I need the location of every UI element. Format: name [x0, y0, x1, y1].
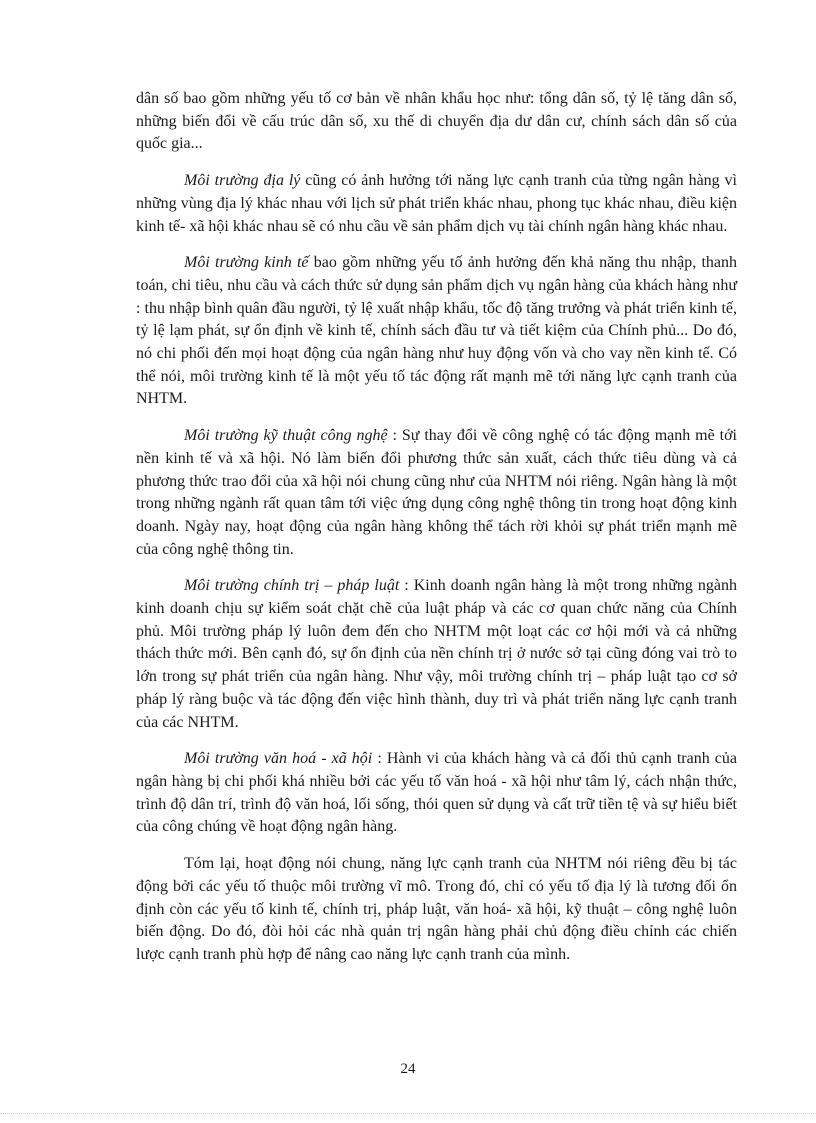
paragraph-text: bao gồm những yếu tố ảnh hưởng đến khả năng thu nhập, thanh toán, chi tiêu, nhu cầu và cách thức sử dụng sản phẩm dịch vụ ngân hàng của khách hàng như : thu nhập bình quân đầu người, tỷ lệ xuất nhập khẩu, tốc độ tăng trưởng và phát triển kinh tế, tỷ lệ lạm phát, sự ổn định về kinh tế, chính sách đầu tư và tiết kiệm của Chính phủ... Do đó, nó chi phối đến mọi hoạt động của ngân hàng như huy động vốn và cho vay nền kinh tế. Có thể nói, môi trường kinh tế là một yếu tố tác động rất mạnh mẽ tới năng lực cạnh tranh của NHTM. [136, 254, 737, 408]
paragraph-text: dân số bao gồm những yếu tố cơ bản về nhân khẩu học như: tổng dân số, tỷ lệ tăng dân số, những biến đổi về cấu trúc dân số, xu thế di chuyển địa dư dân cư, chính sách dân số của quốc gia... [136, 90, 737, 153]
document-page [136, 88, 737, 981]
paragraph-text: cũng có ảnh hưởng tới năng lực cạnh tranh của từng ngân hàng vì những vùng địa lý khác nhau với lịch sử phát triển khác nhau, phong tục khác nhau, điều kiện kinh tế- xã hội khác nhau sẽ có nhu cầu về sản phẩm dịch vụ tài chính ngân hàng khác nhau. [136, 172, 737, 235]
footer-divider [0, 1113, 816, 1114]
paragraph-text: : Hành vi của khách hàng và cả đối thủ cạnh tranh của ngân hàng bị chi phối khá nhiều bởi các yếu tố văn hoá - xã hội như tâm lý, cách nhận thức, trình độ dân trí, trình độ văn hoá, lối sống, thói quen sử dụng và cất trữ tiền tệ và sự hiểu biết của công chúng về hoạt động ngân hàng. [136, 750, 737, 836]
paragraph-term: Môi trường kỹ thuật công nghệ [184, 427, 388, 445]
paragraph-culture-society [136, 748, 737, 839]
paragraph-term: Môi trường văn hoá - xã hội [184, 750, 373, 768]
paragraph-term: Môi trường kinh tế [184, 254, 309, 272]
paragraph-term: Môi trường chính trị – pháp luật [184, 577, 400, 595]
paragraph-term: Môi trường địa lý [184, 172, 301, 190]
page-number: 24 [400, 1061, 416, 1077]
paragraph-text: Tóm lại, hoạt động nói chung, năng lực cạnh tranh của NHTM nói riêng đều bị tác động bởi các yếu tố thuộc môi trường vĩ mô. Trong đó, chỉ có yếu tố địa lý là tương đối ổn định còn các yếu tố kinh tế, chính trị, pháp luật, văn hoá- xã hội, kỹ thuật – công nghệ luôn biến động. Do đó, đòi hỏi các nhà quản trị ngân hàng phải chủ động điều chỉnh các chiến lược cạnh tranh phù hợp để nâng cao năng lực cạnh tranh của mình. [136, 855, 737, 963]
paragraph-text: : Sự thay đổi về công nghệ có tác động mạnh mẽ tới nền kinh tế và xã hội. Nó làm biến đổi phương thức sản xuất, cách thức tiêu dùng và cả phương thức trao đổi của xã hội nói chung cũng như của NHTM nói riêng. Ngân hàng là một trong những ngành rất quan tâm tới việc ứng dụng công nghệ thông tin trong hoạt động kinh doanh. Ngày nay, hoạt động của ngân hàng không thể tách rời khỏi sự phát triển mạnh mẽ của công nghệ thông tin. [136, 427, 737, 558]
paragraph-politics-law [136, 575, 737, 734]
paragraph-population [136, 88, 737, 156]
paragraph-economy [136, 252, 737, 411]
paragraph-geography [136, 170, 737, 238]
paragraph-technology [136, 425, 737, 561]
paragraph-summary [136, 853, 737, 967]
paragraph-text: : Kinh doanh ngân hàng là một trong những ngành kinh doanh chịu sự kiểm soát chặt chẽ của luật pháp và các cơ quan chức năng của Chính phủ. Môi trường pháp lý luôn đem đến cho NHTM một loạt các cơ hội mới và cả những thách thức mới. Bên cạnh đó, sự ổn định của nền chính trị ở nước sở tại cũng đóng vai trò to lớn trong sự phát triển của ngân hàng. Như vậy, môi trường chính trị – pháp luật tạo cơ sở pháp lý ràng buộc và tác động đến việc hình thành, duy trì và phát triển năng lực cạnh tranh của các NHTM. [136, 577, 737, 731]
